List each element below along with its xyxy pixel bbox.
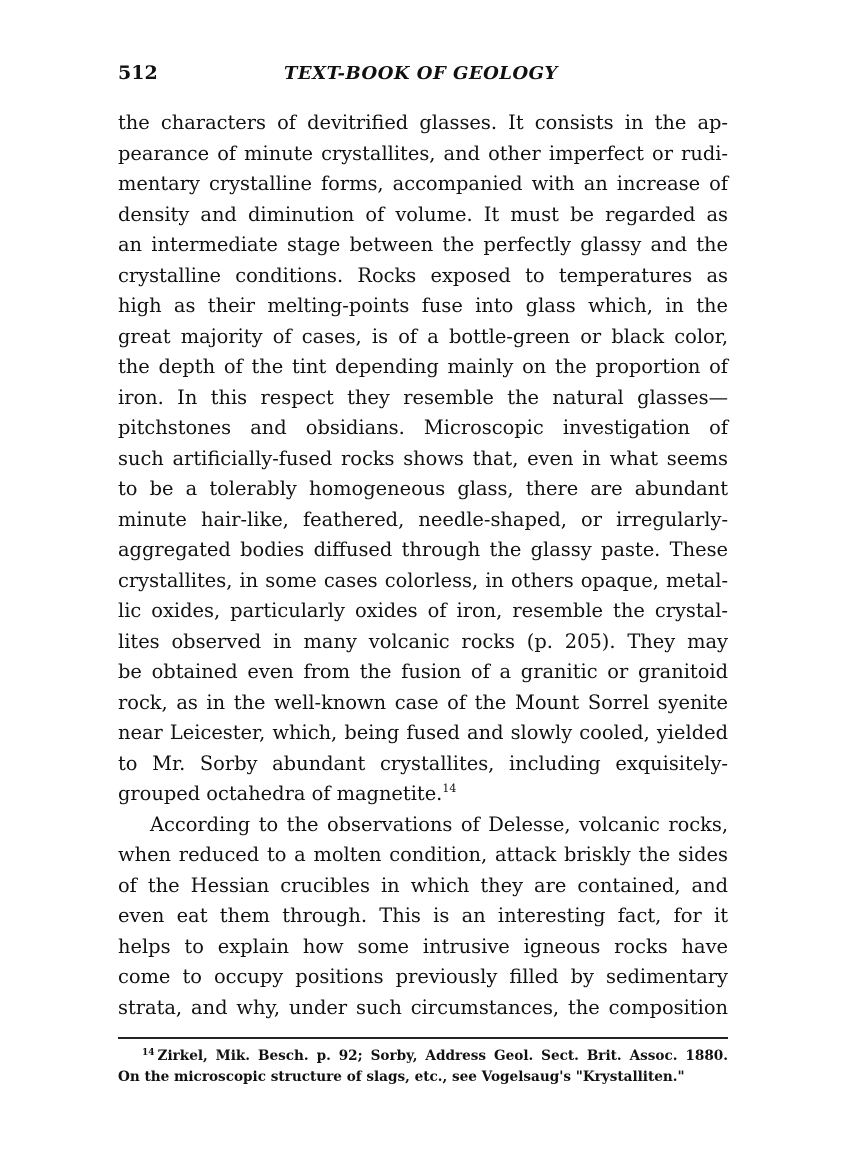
text-line: mentary crystalline forms, accompanied with an increase of [118,172,728,195]
page-header [118,62,730,90]
text-line-content: grouped octahedra of magnetite. [118,782,443,805]
text-line: lites observed in many volcanic rocks (p. 205). They may [118,629,728,653]
footnote-marker: 14 [142,1048,155,1058]
text-line: come to occupy positions previously filled by sedimentary [118,965,728,988]
text-line: to Mr. Sorby abundant crystallites, including exquisitely- [118,751,728,775]
footnote-divider [118,1037,728,1039]
text-line: density and diminution of volume. It must be regarded as [118,202,728,226]
text-line: the characters of devitrified glasses. It consists in the ap- [118,111,728,134]
text-line: of the Hessian crucibles in which they are contained, and [118,873,728,897]
footnote-reference: 14 [442,782,457,795]
text-line: to be a tolerably homogeneous glass, there are abundant [118,477,728,500]
body-text [118,108,728,1023]
text-line: crystallites, in some cases colorless, in others opaque, metal- [118,568,728,592]
text-line: lic oxides, particularly oxides of iron, resemble the crystal- [118,599,728,622]
text-line: be obtained even from the fusion of a granitic or granitoid [118,660,728,683]
footnote-line: On the microscopic structure of slags, etc., see Vogelsaug's "Krystalliten." [118,1069,685,1085]
footnotes [118,1046,728,1088]
text-line: near Leicester, which, being fused and slowly cooled, yielded [118,721,728,744]
text-line: aggregated bodies diffused through the glassy paste. These [118,538,728,561]
text-line: pitchstones and obsidians. Microscopic investigation of [118,416,728,439]
text-line: minute hair-like, feathered, needle-shaped, or irregularly- [118,507,728,531]
footnote-text: Zirkel, Mik. Besch. p. 92; Sorby, Address Geol. Sect. Brit. Assoc. 1880. [157,1048,728,1064]
paragraph-end-line [118,779,728,810]
text-line: pearance of minute crystallites, and other imperfect or rudi- [118,141,728,165]
text-line: helps to explain how some intrusive igneous rocks have [118,934,728,958]
text-line: crystalline conditions. Rocks exposed to temperatures as [118,263,728,287]
text-line: rock, as in the well-known case of the Mount Sorrel syenite [118,690,728,714]
page-number: 512 [118,62,158,84]
text-line: high as their melting-points fuse into glass which, in the [118,294,728,317]
text-line: such artificially-fused rocks shows that, even in what seems [118,446,728,470]
text-line: even eat them through. This is an interesting fact, for it [118,904,728,927]
text-line: an intermediate stage between the perfectly glassy and the [118,233,728,256]
footnote-line [118,1046,728,1067]
text-line: the depth of the tint depending mainly on the proportion of [118,355,728,378]
text-line: iron. In this respect they resemble the natural glasses— [118,385,728,409]
text-line: According to the observations of Delesse, volcanic rocks, [150,812,728,836]
text-line: when reduced to a molten condition, attack briskly the sides [118,843,728,866]
text-line: great majority of cases, is of a bottle-green or black color, [118,324,728,348]
text-line: strata, and why, under such circumstances, the composition [118,995,728,1019]
running-title: TEXT-BOOK OF GEOLOGY [284,63,558,84]
